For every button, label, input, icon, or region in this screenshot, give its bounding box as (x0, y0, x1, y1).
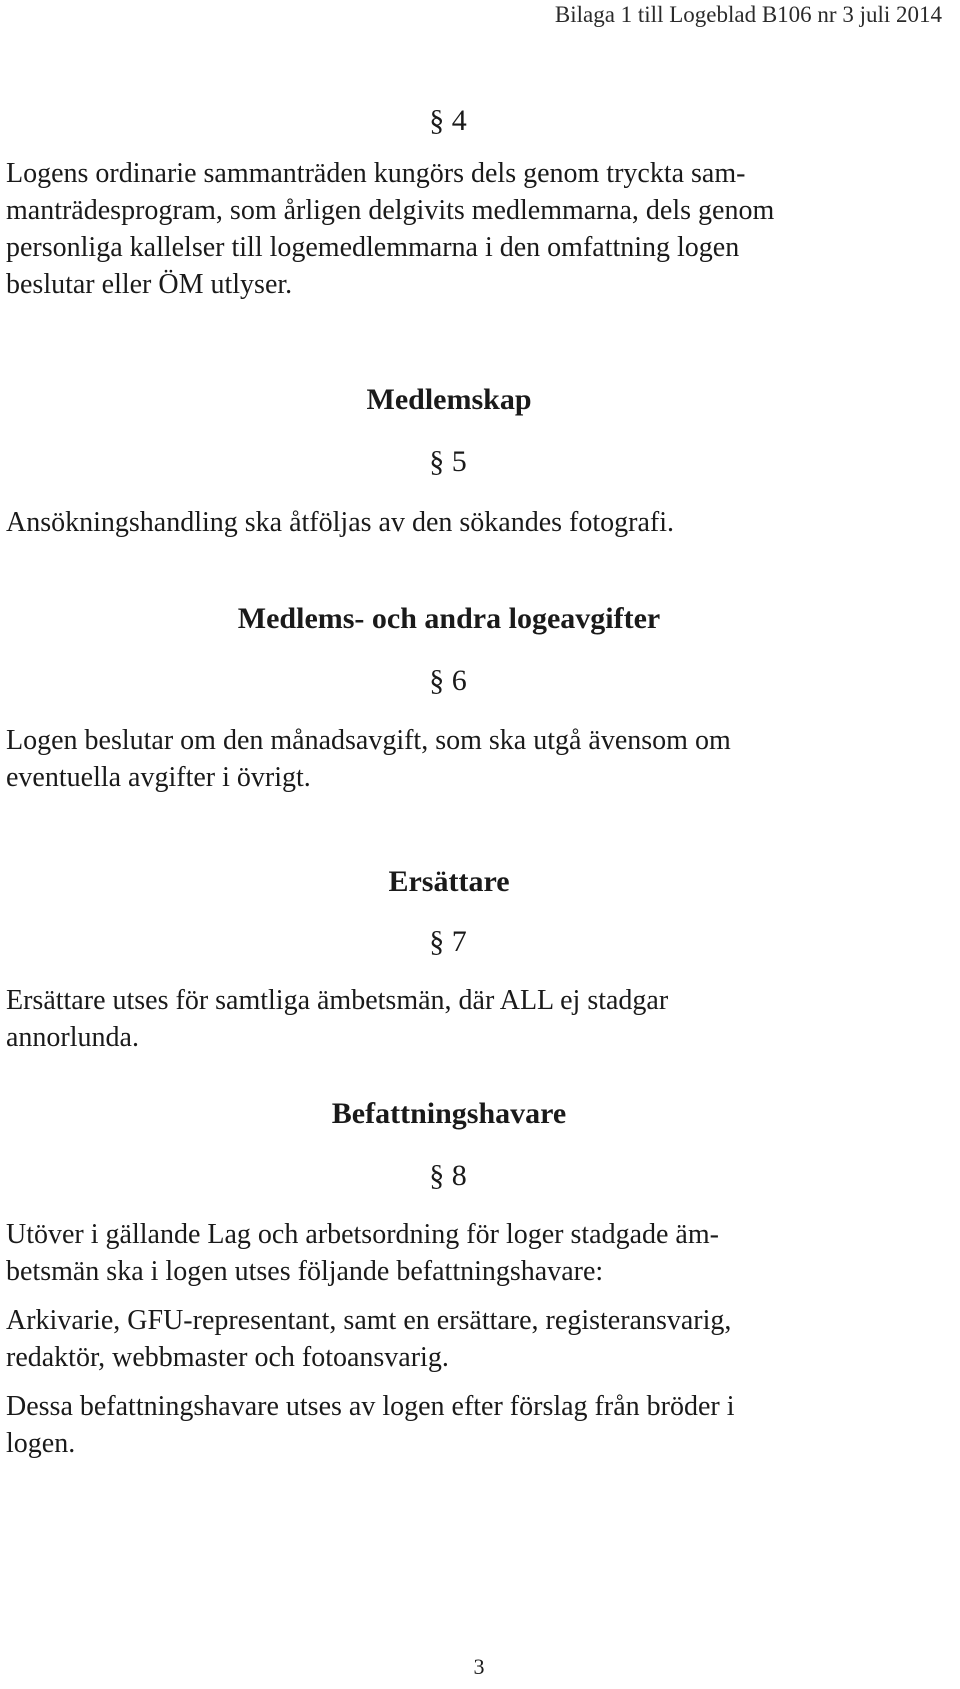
heading-ersattare: Ersättare (388, 865, 510, 898)
text-line: logen. (6, 1428, 76, 1459)
paragraph-7 (6, 982, 668, 1056)
paragraph-8a (6, 1216, 719, 1290)
heading-logeavgifter: Medlems- och andra logeavgifter (237, 602, 661, 635)
text-line: Utöver i gällande Lag och arbetsordning för loger stadgade äm- (6, 1219, 719, 1250)
paragraph-5 (6, 504, 674, 541)
section-number-5: § 5 (429, 445, 467, 478)
text-line: personliga kallelser till logemedlemmarna i den omfattning logen (6, 232, 740, 263)
text-line: redaktör, webbmaster och fotoansvarig. (6, 1342, 449, 1373)
text-line: manträdesprogram, som årligen delgivits medlemmarna, dels genom (6, 195, 775, 226)
paragraph-8c (6, 1388, 735, 1462)
paragraph-6 (6, 722, 731, 796)
text-line: eventuella avgifter i övrigt. (6, 762, 311, 793)
text-line: annorlunda. (6, 1022, 139, 1053)
section-number-6: § 6 (429, 664, 467, 697)
section-number-4: § 4 (429, 104, 467, 137)
paragraph-4 (6, 155, 774, 303)
heading-medlemskap: Medlemskap (366, 383, 532, 416)
text-line: Logen beslutar om den månadsavgift, som ska utgå ävensom om (6, 725, 731, 756)
section-number-7: § 7 (429, 925, 467, 958)
text-line: Ersättare utses för samtliga ämbetsmän, där ALL ej stadgar (6, 985, 669, 1016)
heading-befattningshavare: Befattningshavare (331, 1097, 567, 1130)
text-line: betsmän ska i logen utses följande befattningshavare: (6, 1256, 604, 1287)
text-line: Ansökningshandling ska åtföljas av den sökandes fotografi. (6, 507, 674, 538)
text-line: beslutar eller ÖM utlyser. (6, 269, 293, 300)
text-line: Logens ordinarie sammanträden kungörs dels genom tryckta sam- (6, 158, 746, 189)
text-line: Arkivarie, GFU-representant, samt en ersättare, registeransvarig, (6, 1305, 732, 1336)
paragraph-8b (6, 1302, 731, 1376)
section-number-8: § 8 (429, 1159, 467, 1192)
page-header: Bilaga 1 till Logeblad B106 nr 3 juli 2014 (554, 2, 942, 27)
text-line: Dessa befattningshavare utses av logen efter förslag från bröder i (6, 1391, 735, 1422)
page-number: 3 (473, 1654, 485, 1679)
